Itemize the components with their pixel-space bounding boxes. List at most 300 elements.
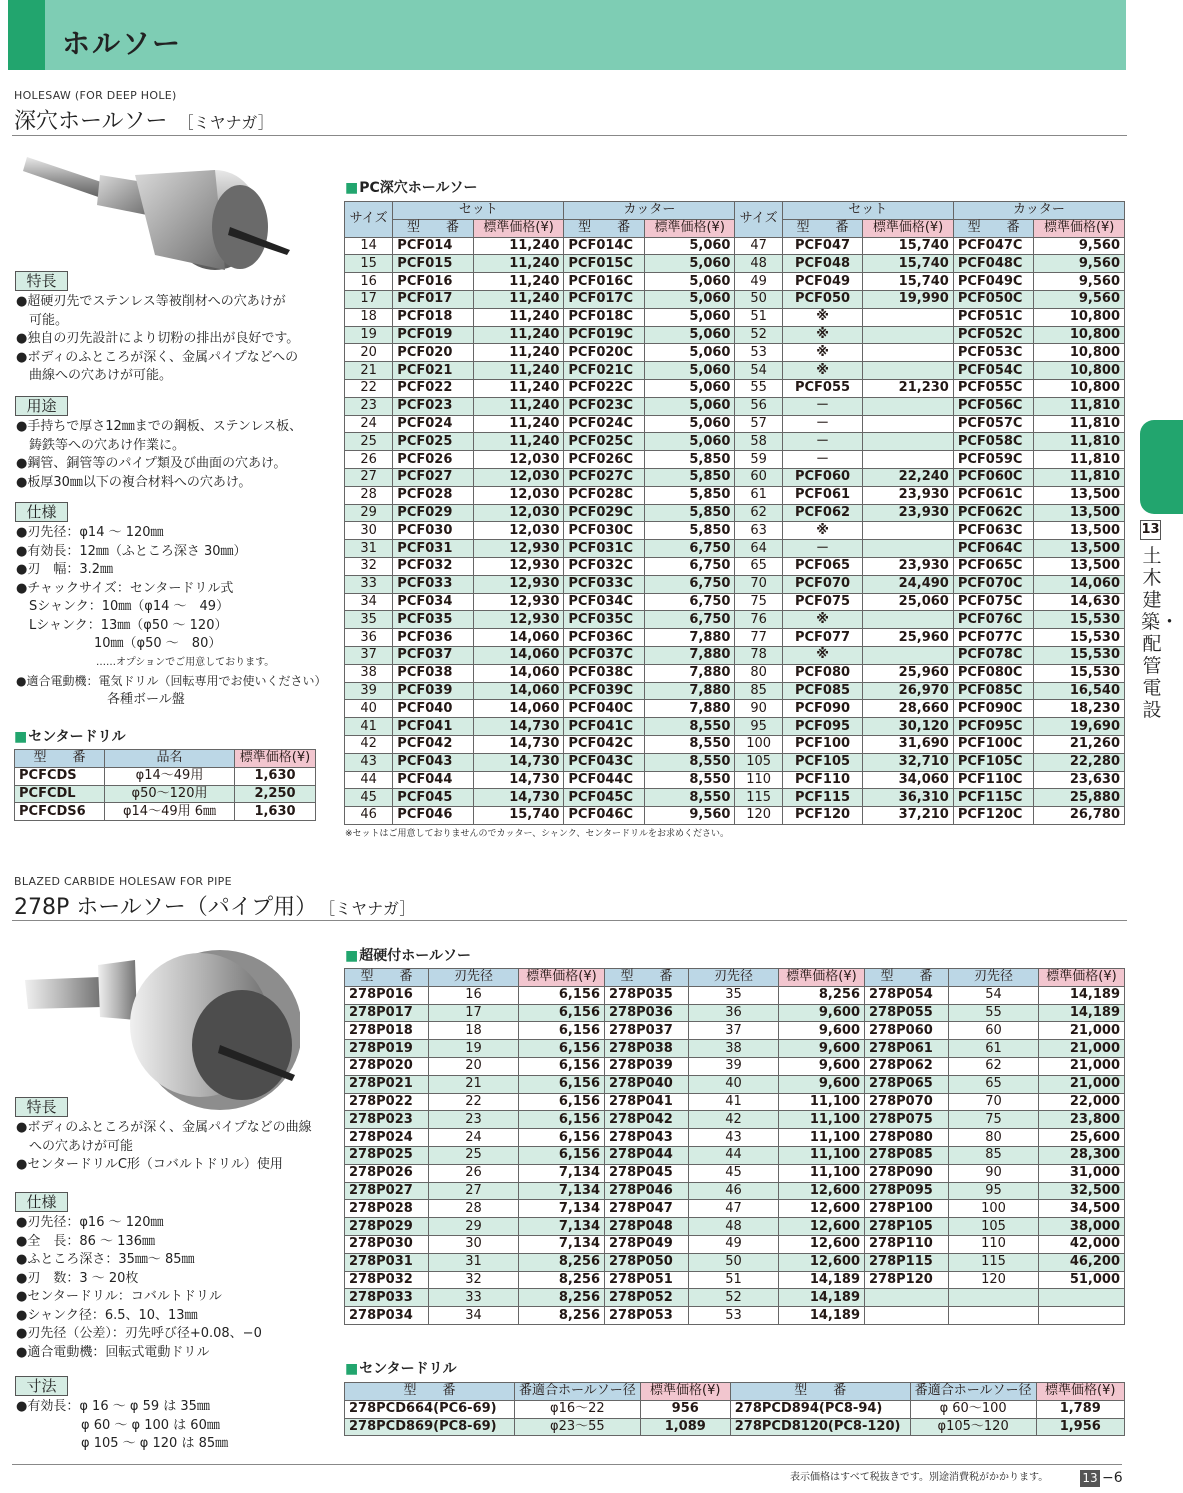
cell: 30 (429, 1235, 519, 1253)
cell: 19 (429, 1040, 519, 1058)
cell: PCF078C (953, 646, 1034, 664)
cell: PCF028 (393, 486, 474, 504)
cell: 278P019 (345, 1040, 429, 1058)
cell: 76 (735, 611, 782, 629)
table-row (345, 1022, 1125, 1040)
cell: 278P050 (605, 1253, 689, 1271)
cell: 11,100 (779, 1164, 865, 1182)
cell: 14,730 (473, 771, 564, 789)
cell: 18 (429, 1022, 519, 1040)
cell: 7,134 (519, 1235, 605, 1253)
col-header: カッター (564, 202, 735, 220)
pipe-dim-item: φ 60 ～ φ 100 は 60㎜ (16, 1417, 220, 1433)
table-row (345, 1218, 1125, 1236)
table-row (345, 629, 1125, 647)
cell: PCF045 (393, 789, 474, 807)
pipe-feature-item: ●センタードリルC形（コバルトドリル）使用 (16, 1157, 283, 1172)
cell: 7,880 (644, 629, 735, 647)
cell: 7,880 (644, 700, 735, 718)
cell: 8,256 (779, 986, 865, 1004)
cell: 61 (735, 486, 782, 504)
cell: 18 (345, 308, 393, 326)
cell: 49 (735, 273, 782, 291)
table-row (345, 1164, 1125, 1182)
cell: PCF040C (564, 700, 645, 718)
deep-spec-item: 10㎜（φ50 ～ 80） (16, 636, 222, 651)
footer-note: 表示価格はすべて税抜きです。別途消費税がかかります。 (790, 1472, 1049, 1483)
deep-spec-item: Sシャンク：10㎜（φ14 ～ 49） (16, 599, 230, 614)
cell: PCF022C (564, 379, 645, 397)
cell: PCF062 (782, 504, 863, 522)
cell: PCF061 (782, 486, 863, 504)
col-header: 標準価格(¥) (235, 750, 316, 768)
cell: 48 (735, 255, 782, 273)
cell: 15,530 (1034, 646, 1125, 664)
pipe-center-drill-table (344, 1382, 1125, 1436)
cell: 37,210 (863, 807, 954, 825)
cell: 58 (735, 433, 782, 451)
cell: 15,740 (863, 237, 954, 255)
cell: PCF095C (953, 718, 1034, 736)
cell: PCF037 (393, 646, 474, 664)
cell: 7,880 (644, 682, 735, 700)
cell: 14,060 (473, 646, 564, 664)
deep-table-note: ※セットはご用意しておりませんのでカッター、シャンク、センタードリルをお求めください。 (345, 829, 730, 839)
cell: 20 (345, 344, 393, 362)
cell: PCF044 (393, 771, 474, 789)
cell: 278P023 (345, 1111, 429, 1129)
cell: PCF018 (393, 308, 474, 326)
cell: PCF041 (393, 718, 474, 736)
cell: 278P026 (345, 1164, 429, 1182)
pipe-spec-list (16, 1214, 262, 1362)
page-chapter: 13 (1080, 1470, 1100, 1487)
cell: 13,500 (1034, 486, 1125, 504)
cell: PCF015 (393, 255, 474, 273)
cell: 17 (429, 1004, 519, 1022)
cell: 12,930 (473, 557, 564, 575)
cell: 14,189 (779, 1271, 865, 1289)
cell: 9,560 (1034, 237, 1125, 255)
cell: 24 (429, 1129, 519, 1147)
cell: 278P045 (605, 1164, 689, 1182)
cell: 28,660 (863, 700, 954, 718)
cell: PCF120 (782, 807, 863, 825)
cell: PCF075 (782, 593, 863, 611)
cell: － (782, 397, 863, 415)
cell: PCF014 (393, 237, 474, 255)
col-header: セット (782, 202, 953, 220)
cell: 5,060 (644, 397, 735, 415)
cell: 278P070 (865, 1093, 949, 1111)
cell (865, 1289, 949, 1307)
cell: 278P080 (865, 1129, 949, 1147)
cell: PCF115 (782, 789, 863, 807)
cell: 14,189 (779, 1289, 865, 1307)
cell: 8,550 (644, 771, 735, 789)
deep-holesaw-photo (15, 145, 295, 275)
cell (863, 540, 954, 558)
cell: 44 (689, 1146, 779, 1164)
cell: 278P016 (345, 986, 429, 1004)
cell: 62 (949, 1057, 1039, 1075)
pipe-dim-item: ●有効長：φ 16 ～ φ 59 は 35㎜ (16, 1399, 210, 1414)
cell: 50 (689, 1253, 779, 1271)
cell: φ14～49用 (105, 767, 235, 785)
cell: 65 (949, 1075, 1039, 1093)
cell: 25,600 (1039, 1129, 1125, 1147)
cell: PCF120C (953, 807, 1034, 825)
cell: 5,060 (644, 237, 735, 255)
cell: 278P046 (605, 1182, 689, 1200)
cell: 30 (345, 522, 393, 540)
cell: 31 (429, 1253, 519, 1271)
table-row (345, 290, 1125, 308)
cell: 17 (345, 290, 393, 308)
cell: 11,100 (779, 1146, 865, 1164)
cell: 278P036 (605, 1004, 689, 1022)
col-header: 番適合ホールソー径 (515, 1383, 641, 1401)
col-header: 標準価格(¥) (779, 969, 865, 987)
table-row (345, 433, 1125, 451)
cell: 12,930 (473, 540, 564, 558)
table-row (345, 397, 1125, 415)
table-row (345, 1093, 1125, 1111)
table-row (345, 575, 1125, 593)
cell: 6,750 (644, 575, 735, 593)
cell: 10,800 (1034, 344, 1125, 362)
cell: 25,960 (863, 664, 954, 682)
cell: 7,134 (519, 1182, 605, 1200)
cell: 100 (735, 735, 782, 753)
cell: PCF020C (564, 344, 645, 362)
cell: 278P052 (605, 1289, 689, 1307)
col-header: カッター (953, 202, 1124, 220)
pipe-feature-list (16, 1119, 312, 1175)
cell: PCF032 (393, 557, 474, 575)
pipe-dim-item: φ 105 ～ φ 120 は 85㎜ (16, 1436, 229, 1451)
cell: 5,060 (644, 290, 735, 308)
cell: 5,060 (644, 326, 735, 344)
deep-use-list (16, 418, 302, 492)
cell: 278P029 (345, 1218, 429, 1236)
cell: 34 (345, 593, 393, 611)
cell: 1,630 (235, 767, 316, 785)
deep-spec-item: 各種ボール盤 (16, 691, 185, 707)
page-suffix: −6 (1102, 1470, 1123, 1486)
cell: 1,089 (640, 1418, 730, 1436)
cell: 42 (345, 735, 393, 753)
table-row (345, 1075, 1125, 1093)
cell: PCF024 (393, 415, 474, 433)
cell: 14,189 (1039, 1004, 1125, 1022)
cell: PCF033C (564, 575, 645, 593)
cell: PCF036 (393, 629, 474, 647)
cell: PCF046C (564, 807, 645, 825)
cell: 22 (345, 379, 393, 397)
cell: PCF060C (953, 468, 1034, 486)
cell: 12,030 (473, 468, 564, 486)
cell (863, 326, 954, 344)
col-header: 標準価格(¥) (519, 969, 605, 987)
cell: 8,256 (519, 1253, 605, 1271)
table-row (345, 1418, 1125, 1436)
table-row (345, 986, 1125, 1004)
cell: 278P085 (865, 1146, 949, 1164)
cell: 32,710 (863, 753, 954, 771)
deep-center-drill-table (14, 749, 316, 821)
col-header: 型 番 (730, 1383, 910, 1401)
cell: PCF019C (564, 326, 645, 344)
cell: 60 (735, 468, 782, 486)
cell: PCF014C (564, 237, 645, 255)
cell: ※ (782, 308, 863, 326)
cell: PCF077C (953, 629, 1034, 647)
table-row (345, 1129, 1125, 1147)
cell: 22 (429, 1093, 519, 1111)
cell: 5,060 (644, 308, 735, 326)
cell: PCF034 (393, 593, 474, 611)
cell: 278P027 (345, 1182, 429, 1200)
cell: PCF049 (782, 273, 863, 291)
table-row (345, 326, 1125, 344)
cell: 14,189 (779, 1307, 865, 1325)
cell: PCF019 (393, 326, 474, 344)
cell: 47 (735, 237, 782, 255)
cell: 24 (345, 415, 393, 433)
cell: PCF016 (393, 273, 474, 291)
cell: 14,189 (1039, 986, 1125, 1004)
pipe-dim-heading: 寸法 (15, 1376, 68, 1396)
cell: 278P041 (605, 1093, 689, 1111)
cell: 65 (735, 557, 782, 575)
cell: 90 (735, 700, 782, 718)
cell: ※ (782, 344, 863, 362)
cell: 78 (735, 646, 782, 664)
cell: 51,000 (1039, 1271, 1125, 1289)
table-row (345, 593, 1125, 611)
table-row (345, 1307, 1125, 1325)
deep-feature-list (16, 293, 299, 386)
deep-section-label: HOLESAW (FOR DEEP HOLE) (14, 89, 177, 102)
cell: 14,060 (473, 629, 564, 647)
deep-feature-item: ●独自の刃先設計により切粉の排出が良好です。 (16, 331, 300, 346)
cell: PCF027C (564, 468, 645, 486)
cell: φ105～120 (910, 1418, 1036, 1436)
cell: 6,750 (644, 593, 735, 611)
deep-title-text: 深穴ホールソー (14, 109, 168, 134)
cell: PCF063C (953, 522, 1034, 540)
cell: 278P100 (865, 1200, 949, 1218)
cell: 956 (640, 1400, 730, 1418)
cell: PCFCDS6 (15, 803, 105, 821)
cell: 21 (345, 362, 393, 380)
cell: 5,060 (644, 255, 735, 273)
cell: 278PCD664(PC6-69) (345, 1400, 515, 1418)
cell: PCF100 (782, 735, 863, 753)
cell: PCF077 (782, 629, 863, 647)
cell: PCF090C (953, 700, 1034, 718)
cell: 31,690 (863, 735, 954, 753)
deep-maker: ［ミヤナガ］ (177, 113, 274, 132)
cell: 13,500 (1034, 504, 1125, 522)
pipe-section-title (14, 890, 415, 921)
col-header: 標準価格(¥) (863, 219, 954, 237)
cell: 54 (949, 986, 1039, 1004)
cell (863, 308, 954, 326)
cell: 105 (735, 753, 782, 771)
cell: 32 (429, 1271, 519, 1289)
col-header: 刃先径 (429, 969, 519, 987)
cell: 12,930 (473, 593, 564, 611)
col-header: 型 番 (393, 219, 474, 237)
cell: 75 (735, 593, 782, 611)
cell: 5,060 (644, 344, 735, 362)
cell: 40 (689, 1075, 779, 1093)
cell: 19,990 (863, 290, 954, 308)
cell: 6,750 (644, 557, 735, 575)
cell: 15,740 (863, 255, 954, 273)
cell: PCF035 (393, 611, 474, 629)
cell: 13,500 (1034, 557, 1125, 575)
cell: 51 (689, 1271, 779, 1289)
cell: 36,310 (863, 789, 954, 807)
cell: 6,156 (519, 1022, 605, 1040)
cell (949, 1307, 1039, 1325)
cell: φ14～49用 6㎜ (105, 803, 235, 821)
cell: 20 (429, 1057, 519, 1075)
table-row (345, 379, 1125, 397)
cell: PCF035C (564, 611, 645, 629)
col-header: 標準価格(¥) (644, 219, 735, 237)
deep-spec-item: ●適合電動機：電気ドリル（回転専用でお使いください） (16, 674, 327, 688)
cell: PCF110C (953, 771, 1034, 789)
cell (1039, 1289, 1125, 1307)
deep-use-item: ●手持ちで厚さ12㎜までの鋼板、ステンレス板、 (16, 419, 303, 434)
cell: 22,280 (1034, 753, 1125, 771)
table-row (345, 753, 1125, 771)
col-header: 標準価格(¥) (1039, 969, 1125, 987)
cell: 14,730 (473, 735, 564, 753)
cell: 48 (689, 1218, 779, 1236)
cell: 12,600 (779, 1200, 865, 1218)
pipe-spec-item: ●ふところ深さ：35㎜～ 85㎜ (16, 1252, 195, 1267)
table-row (345, 273, 1125, 291)
cell: 15,530 (1034, 611, 1125, 629)
cell: PCF090 (782, 700, 863, 718)
cell: 11,240 (473, 308, 564, 326)
cell: 6,750 (644, 611, 735, 629)
cell: 278P038 (605, 1040, 689, 1058)
cell: 7,134 (519, 1200, 605, 1218)
cell: 2,250 (235, 785, 316, 803)
cell: PCF065C (953, 557, 1034, 575)
col-header: 型 番 (15, 750, 105, 768)
table-row (345, 1004, 1125, 1022)
cell: 11,240 (473, 290, 564, 308)
cell: PCF029 (393, 504, 474, 522)
deep-feature-item: 可能。 (16, 312, 69, 328)
page-number (1080, 1470, 1123, 1487)
cell: PCF020 (393, 344, 474, 362)
cell: 60 (949, 1022, 1039, 1040)
cell: 9,560 (644, 807, 735, 825)
cell: 43 (689, 1129, 779, 1147)
cell: 46,200 (1039, 1253, 1125, 1271)
cell: 21,000 (1039, 1075, 1125, 1093)
table-row (345, 1253, 1125, 1271)
col-header: サイズ (345, 202, 393, 238)
cell: PCF061C (953, 486, 1034, 504)
deep-spec-item: ●チャックサイズ：センタードリル式 (16, 580, 234, 596)
pipe-spec-item: ●刃 数：3 ～ 20枚 (16, 1270, 139, 1286)
cell: 15,740 (473, 807, 564, 825)
cell: 49 (689, 1235, 779, 1253)
cell: PCF064C (953, 540, 1034, 558)
cell: PCF021 (393, 362, 474, 380)
col-header: 標準価格(¥) (1036, 1383, 1125, 1401)
cell: PCF043 (393, 753, 474, 771)
cell: － (782, 415, 863, 433)
cell: 278P105 (865, 1218, 949, 1236)
cell: φ23～55 (515, 1418, 641, 1436)
cell: 14,060 (473, 664, 564, 682)
cell: 85 (949, 1146, 1039, 1164)
pipe-spec-heading: 仕様 (15, 1192, 68, 1212)
cell: 27 (345, 468, 393, 486)
cell: 278P032 (345, 1271, 429, 1289)
cell: 39 (345, 682, 393, 700)
cell: 23,800 (1039, 1111, 1125, 1129)
cell: 30,120 (863, 718, 954, 736)
cell: 25 (429, 1146, 519, 1164)
cell: 22,240 (863, 468, 954, 486)
cell: 5,060 (644, 362, 735, 380)
deep-feature-item: ●ボディのふところが深く、金属パイプなどへの (16, 349, 299, 365)
cell (949, 1289, 1039, 1307)
cell: 21,000 (1039, 1057, 1125, 1075)
col-header: 型 番 (865, 969, 949, 987)
cell: 11,240 (473, 344, 564, 362)
cell: 10,800 (1034, 362, 1125, 380)
cell: PCF040 (393, 700, 474, 718)
cell: 27 (429, 1182, 519, 1200)
cell: PCF085C (953, 682, 1034, 700)
cell: 45 (345, 789, 393, 807)
deep-use-heading: 用途 (15, 396, 68, 416)
cell: 11,240 (473, 433, 564, 451)
cell: 14,060 (1034, 575, 1125, 593)
cell: PCF027 (393, 468, 474, 486)
table-row (345, 718, 1125, 736)
cell: 44 (345, 771, 393, 789)
deep-use-item: ●板厚30㎜以下の複合材料への穴あけ。 (16, 474, 252, 490)
table-row (345, 1200, 1125, 1218)
table-row (345, 735, 1125, 753)
cell: PCF076C (953, 611, 1034, 629)
cell: PCF029C (564, 504, 645, 522)
deep-main-table (344, 201, 1125, 825)
cell: PCF110 (782, 771, 863, 789)
cell: 5,060 (644, 433, 735, 451)
cell: PCF105C (953, 753, 1034, 771)
cell: PCF025C (564, 433, 645, 451)
table-row (345, 504, 1125, 522)
cell: 115 (735, 789, 782, 807)
cell: 41 (345, 718, 393, 736)
cell: PCF058C (953, 433, 1034, 451)
cell: 12,600 (779, 1218, 865, 1236)
